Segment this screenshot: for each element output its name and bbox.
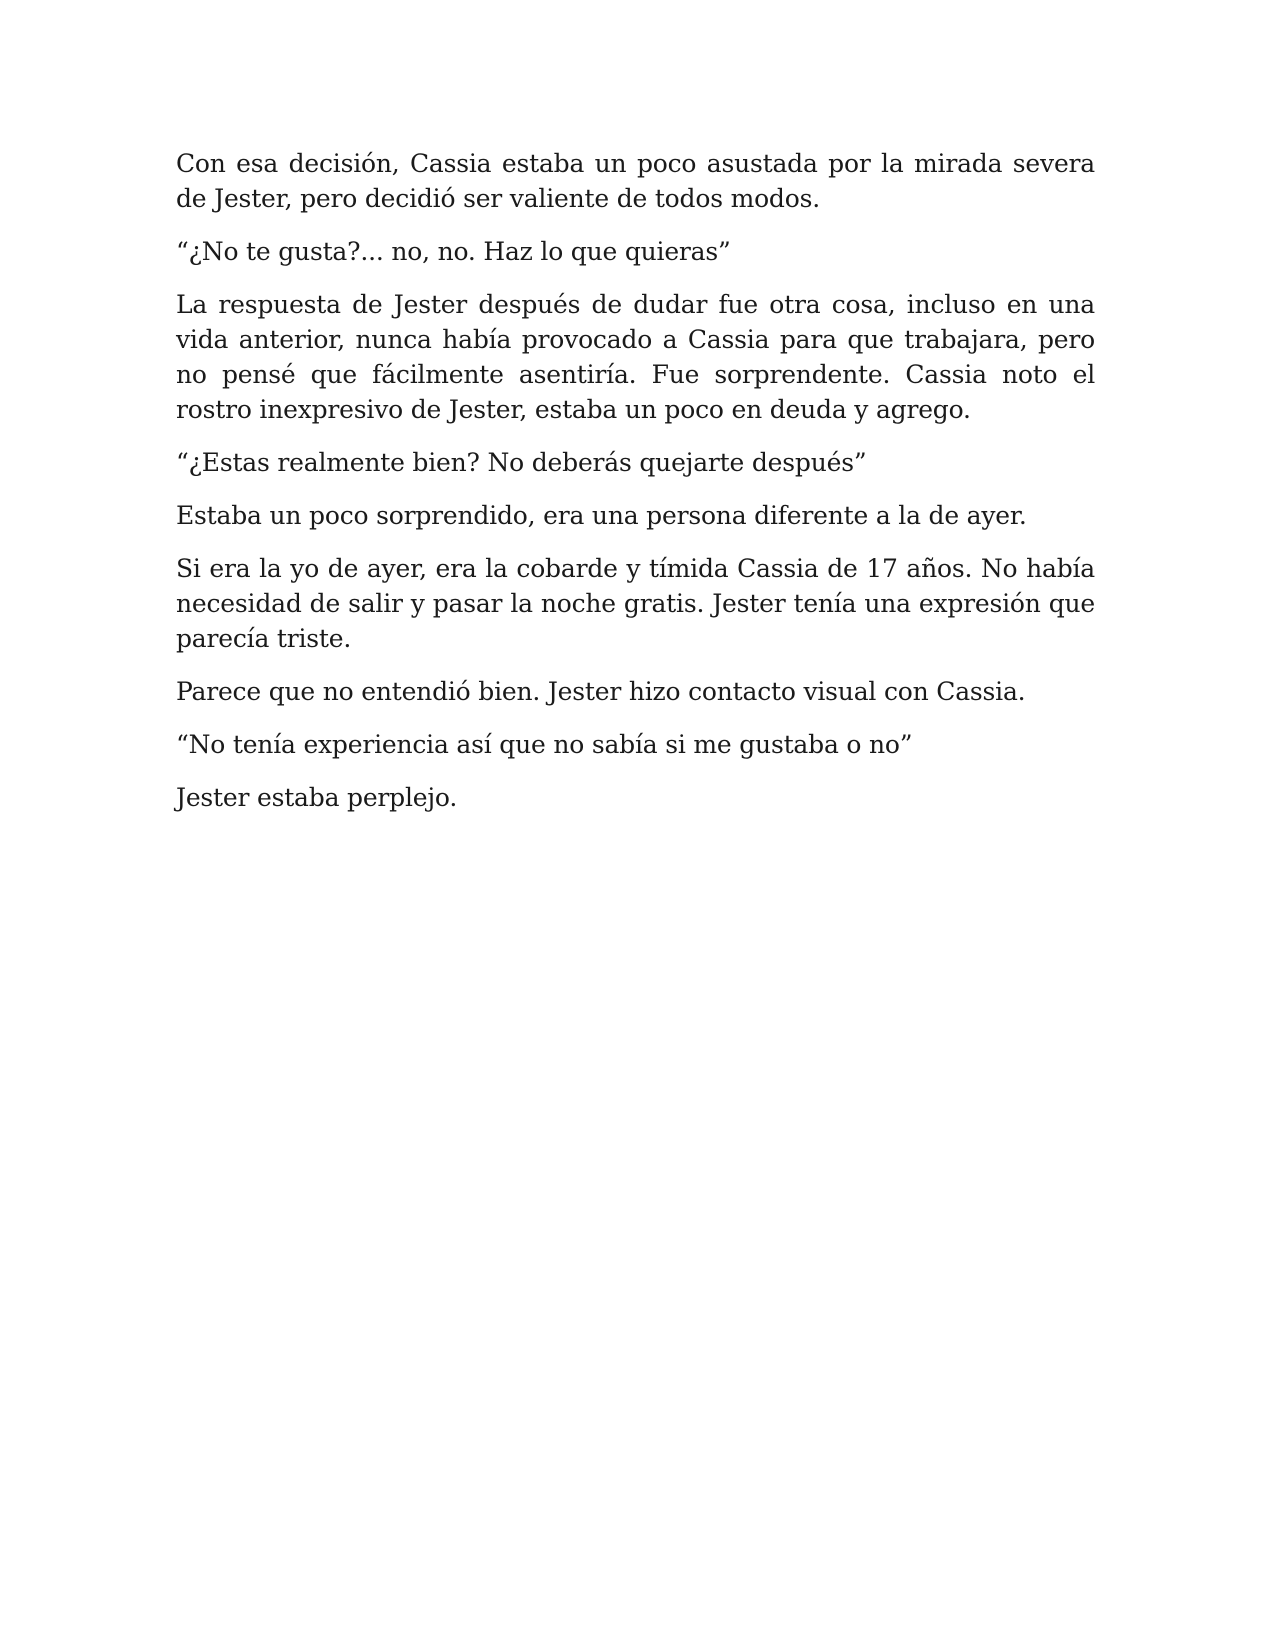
- paragraph: Estaba un poco sorprendido, era una persona diferente a la de ayer.: [176, 501, 1027, 530]
- paragraph: Con esa decisión, Cassia estaba un poco asustada por la mirada severa de Jester, pero decidió ser valiente de todos modos.: [176, 149, 1095, 213]
- paragraph: Jester estaba perplejo.: [176, 783, 458, 812]
- paragraph: La respuesta de Jester después de dudar fue otra cosa, incluso en una vida anterior, nunca había provocado a Cassia para que trabajara, pero no pensé que fácilmente asentiría. Fue sorprendente. Cassia noto el rostro inexpresivo de Jester, estaba un poco en deuda y agrego.: [176, 290, 1095, 424]
- paragraph: “¿Estas realmente bien? No deberás quejarte después”: [176, 448, 867, 477]
- document-body: [176, 146, 1095, 815]
- paragraph: Si era la yo de ayer, era la cobarde y tímida Cassia de 17 años. No había necesidad de salir y pasar la noche gratis. Jester tenía una expresión que parecía triste.: [176, 554, 1095, 653]
- paragraph: “No tenía experiencia así que no sabía si me gustaba o no”: [176, 730, 913, 759]
- paragraph: “¿No te gusta?... no, no. Haz lo que quieras”: [176, 237, 731, 266]
- paragraph: Parece que no entendió bien. Jester hizo contacto visual con Cassia.: [176, 677, 1026, 706]
